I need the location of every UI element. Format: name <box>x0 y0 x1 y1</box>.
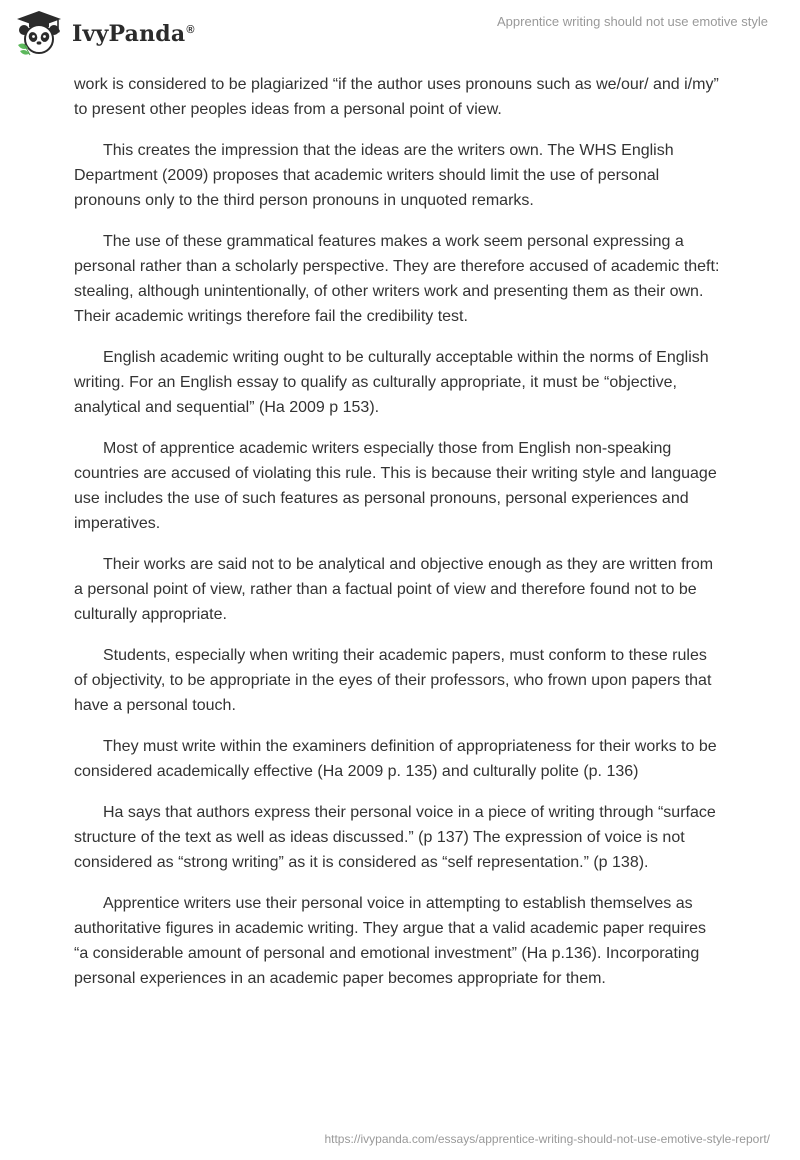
paragraph: Their works are said not to be analytical and objective enough as they are written from a personal point of view, rather than a factual point of view and therefore found not to be culturally appropriate. <box>74 556 714 623</box>
panda-graduate-icon <box>14 8 64 58</box>
paragraph: The use of these grammatical features makes a work seem personal expressing a personal rather than a scholarly perspective. They are therefore accused of academic theft: stealing, although unintentionally, of other writers work and presenting them as their own. Their academic writings therefore fail the credibility test. <box>74 233 720 325</box>
paragraph: This creates the impression that the ideas are the writers own. The WHS English Department (2009) proposes that academic writers should limit the use of personal pronouns only to the third person pronouns in unquoted remarks. <box>74 142 674 209</box>
paragraph: Most of apprentice academic writers especially those from English non-speaking countries are accused of violating this rule. This is because their writing style and language use includes the use of such features as personal pronouns, personal experiences and imperatives. <box>74 440 717 532</box>
paragraph: Students, especially when writing their academic papers, must conform to these rules of objectivity, to be appropriate in the eyes of their professors, who frown upon papers that have a personal touch. <box>74 647 712 714</box>
paragraph: work is considered to be plagiarized “if the author uses pronouns such as we/our/ and i/my” to present other peoples ideas from a personal point of view. <box>74 76 719 118</box>
logo-text: IvyPanda <box>72 21 186 47</box>
ivypanda-logo[interactable] <box>14 8 195 58</box>
paragraph: Apprentice writers use their personal voice in attempting to establish themselves as authoritative figures in academic writing. They argue that a valid academic paper requires “a considerable amount of personal and emotional investment” (Ha p.136). Incorporating personal experiences in an academic paper becomes appropriate for them. <box>74 895 707 987</box>
paragraph: Ha says that authors express their personal voice in a piece of writing through “surface structure of the text as well as ideas discussed.” (p 137) The expression of voice is not considered as “strong writing” as it is considered as “self representation.” (p 138). <box>74 804 716 871</box>
page-header <box>0 0 800 70</box>
logo-wordmark <box>72 21 195 47</box>
registered-mark: ® <box>186 23 195 36</box>
paragraph: They must write within the examiners definition of appropriateness for their works to be considered academically effective (Ha 2009 p. 135) and culturally polite (p. 136) <box>74 738 717 780</box>
document-title: Apprentice writing should not use emotive style <box>497 14 768 29</box>
source-url[interactable]: https://ivypanda.com/essays/apprentice-writing-should-not-use-emotive-style-report/ <box>324 1132 770 1146</box>
paragraph: English academic writing ought to be culturally acceptable within the norms of English writing. For an English essay to qualify as culturally appropriate, it must be “objective, analytical and sequential” (Ha 2009 p 153). <box>74 349 709 416</box>
essay-content <box>74 72 724 1007</box>
